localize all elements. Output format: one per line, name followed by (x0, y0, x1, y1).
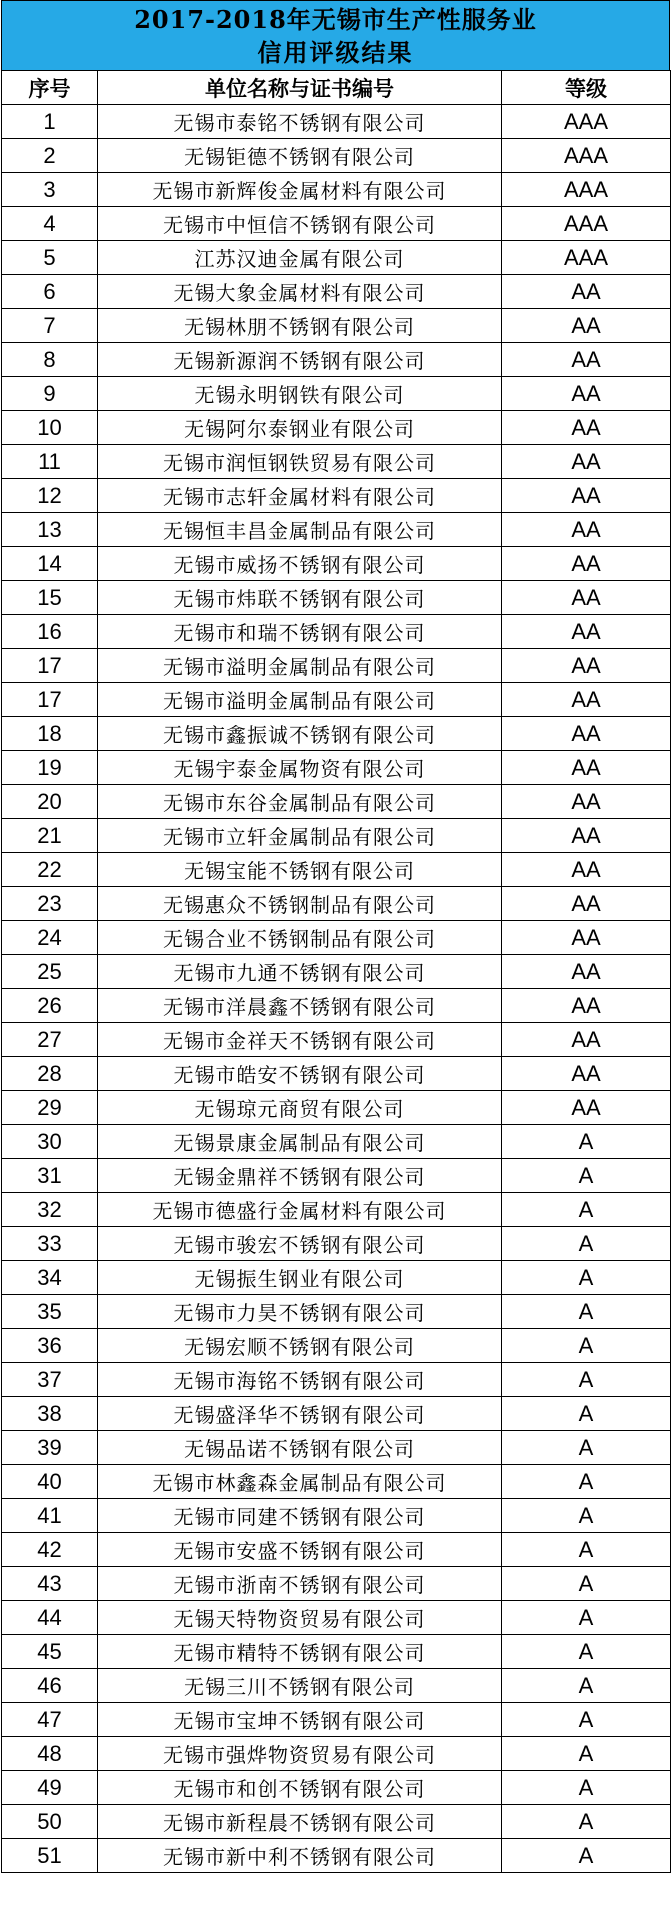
company-name: 无锡市新辉俊金属材料有限公司 (98, 173, 502, 207)
row-number: 9 (2, 377, 98, 411)
title-line-2: 信用评级结果 (257, 37, 414, 67)
company-name: 无锡市泰铭不锈钢有限公司 (98, 105, 502, 139)
rating-grade: AA (502, 819, 671, 853)
rating-grade: AA (502, 479, 671, 513)
company-name: 无锡市德盛行金属材料有限公司 (98, 1193, 502, 1227)
table-row (2, 1601, 671, 1635)
row-number: 41 (2, 1499, 98, 1533)
rating-grade: A (502, 1397, 671, 1431)
company-name: 无锡品诺不锈钢有限公司 (98, 1431, 502, 1465)
table-row (2, 241, 671, 275)
row-number: 25 (2, 955, 98, 989)
company-name: 无锡琼元商贸有限公司 (98, 1091, 502, 1125)
header-grade: 等级 (502, 71, 671, 105)
table-row (2, 717, 671, 751)
table-row (2, 139, 671, 173)
table-row (2, 921, 671, 955)
company-name: 无锡市骏宏不锈钢有限公司 (98, 1227, 502, 1261)
table-row (2, 343, 671, 377)
row-number: 8 (2, 343, 98, 377)
company-name: 无锡景康金属制品有限公司 (98, 1125, 502, 1159)
company-name: 无锡市志轩金属材料有限公司 (98, 479, 502, 513)
table-row (2, 1295, 671, 1329)
row-number: 13 (2, 513, 98, 547)
rating-grade: AA (502, 445, 671, 479)
table-row (2, 1057, 671, 1091)
row-number: 31 (2, 1159, 98, 1193)
rating-grade: A (502, 1669, 671, 1703)
table-row (2, 819, 671, 853)
row-number: 26 (2, 989, 98, 1023)
rating-grade: A (502, 1363, 671, 1397)
table-row (2, 1771, 671, 1805)
rating-grade: AA (502, 989, 671, 1023)
table-row (2, 1465, 671, 1499)
rating-grade: A (502, 1159, 671, 1193)
table-row (2, 1091, 671, 1125)
table-row (2, 1159, 671, 1193)
company-name: 无锡市精特不锈钢有限公司 (98, 1635, 502, 1669)
table-row (2, 1193, 671, 1227)
table-row (2, 751, 671, 785)
company-name: 无锡市林鑫森金属制品有限公司 (98, 1465, 502, 1499)
company-name: 无锡市和瑞不锈钢有限公司 (98, 615, 502, 649)
company-name: 无锡三川不锈钢有限公司 (98, 1669, 502, 1703)
table-row (2, 1329, 671, 1363)
company-name: 无锡市炜联不锈钢有限公司 (98, 581, 502, 615)
table-row (2, 173, 671, 207)
table-row (2, 887, 671, 921)
row-number: 51 (2, 1839, 98, 1873)
table-row (2, 1533, 671, 1567)
row-number: 50 (2, 1805, 98, 1839)
table-row (2, 1227, 671, 1261)
row-number: 1 (2, 105, 98, 139)
rating-grade: A (502, 1635, 671, 1669)
row-number: 40 (2, 1465, 98, 1499)
row-number: 19 (2, 751, 98, 785)
table-row (2, 105, 671, 139)
company-name: 无锡市新程晨不锈钢有限公司 (98, 1805, 502, 1839)
company-name: 无锡市力昊不锈钢有限公司 (98, 1295, 502, 1329)
rating-grade: AA (502, 1057, 671, 1091)
table-row (2, 1023, 671, 1057)
rating-grade: AA (502, 955, 671, 989)
rating-grade: AAA (502, 173, 671, 207)
rating-grade: A (502, 1805, 671, 1839)
company-name: 无锡宝能不锈钢有限公司 (98, 853, 502, 887)
rating-grade: A (502, 1533, 671, 1567)
rating-grade: A (502, 1771, 671, 1805)
company-name: 无锡市皓安不锈钢有限公司 (98, 1057, 502, 1091)
row-number: 15 (2, 581, 98, 615)
rating-grade: AAA (502, 207, 671, 241)
rating-grade: A (502, 1567, 671, 1601)
rating-grade: A (502, 1295, 671, 1329)
row-number: 3 (2, 173, 98, 207)
company-name: 无锡市海铭不锈钢有限公司 (98, 1363, 502, 1397)
table-row (2, 275, 671, 309)
table-row (2, 207, 671, 241)
company-name: 无锡市宝坤不锈钢有限公司 (98, 1703, 502, 1737)
row-number: 17 (2, 683, 98, 717)
company-name: 无锡市润恒钢铁贸易有限公司 (98, 445, 502, 479)
row-number: 16 (2, 615, 98, 649)
table-row (2, 1431, 671, 1465)
rating-grade: A (502, 1125, 671, 1159)
table-row (2, 1839, 671, 1873)
table-row (2, 445, 671, 479)
company-name: 无锡振生钢业有限公司 (98, 1261, 502, 1295)
rating-grade: AA (502, 615, 671, 649)
title-banner (1, 0, 670, 70)
company-name: 无锡市立轩金属制品有限公司 (98, 819, 502, 853)
table-row (2, 1635, 671, 1669)
rating-grade: AA (502, 377, 671, 411)
rating-grade: AA (502, 581, 671, 615)
rating-grade: A (502, 1499, 671, 1533)
company-name: 无锡阿尔泰钢业有限公司 (98, 411, 502, 445)
row-number: 46 (2, 1669, 98, 1703)
company-name: 无锡合业不锈钢制品有限公司 (98, 921, 502, 955)
row-number: 17 (2, 649, 98, 683)
rating-grade: A (502, 1703, 671, 1737)
table-row (2, 989, 671, 1023)
rating-grade: AA (502, 513, 671, 547)
rating-grade: A (502, 1839, 671, 1873)
row-number: 23 (2, 887, 98, 921)
rating-grade: A (502, 1465, 671, 1499)
company-name: 无锡市同建不锈钢有限公司 (98, 1499, 502, 1533)
rating-table (1, 70, 671, 1873)
header-name: 单位名称与证书编号 (98, 71, 502, 105)
company-name: 无锡大象金属材料有限公司 (98, 275, 502, 309)
row-number: 27 (2, 1023, 98, 1057)
row-number: 33 (2, 1227, 98, 1261)
company-name: 无锡市浙南不锈钢有限公司 (98, 1567, 502, 1601)
rating-grade: AA (502, 751, 671, 785)
company-name: 无锡市金祥天不锈钢有限公司 (98, 1023, 502, 1057)
row-number: 30 (2, 1125, 98, 1159)
row-number: 24 (2, 921, 98, 955)
table-row (2, 1805, 671, 1839)
row-number: 10 (2, 411, 98, 445)
table-row (2, 955, 671, 989)
company-name: 无锡市洋晨鑫不锈钢有限公司 (98, 989, 502, 1023)
table-row (2, 1737, 671, 1771)
row-number: 5 (2, 241, 98, 275)
row-number: 45 (2, 1635, 98, 1669)
row-number: 22 (2, 853, 98, 887)
rating-grade: A (502, 1261, 671, 1295)
table-row (2, 1703, 671, 1737)
row-number: 4 (2, 207, 98, 241)
row-number: 44 (2, 1601, 98, 1635)
rating-grade: AA (502, 921, 671, 955)
row-number: 42 (2, 1533, 98, 1567)
table-row (2, 1125, 671, 1159)
table-row (2, 581, 671, 615)
rating-grade: AA (502, 887, 671, 921)
company-name: 江苏汉迪金属有限公司 (98, 241, 502, 275)
rating-grade: A (502, 1193, 671, 1227)
row-number: 12 (2, 479, 98, 513)
table-row (2, 853, 671, 887)
row-number: 2 (2, 139, 98, 173)
rating-grade: A (502, 1737, 671, 1771)
row-number: 49 (2, 1771, 98, 1805)
rating-grade: AAA (502, 139, 671, 173)
table-row (2, 1499, 671, 1533)
company-name: 无锡市溢明金属制品有限公司 (98, 649, 502, 683)
rating-grade: AA (502, 1091, 671, 1125)
table-row (2, 309, 671, 343)
rating-grade: A (502, 1227, 671, 1261)
table-row (2, 547, 671, 581)
rating-grade: A (502, 1329, 671, 1363)
row-number: 20 (2, 785, 98, 819)
header-row (2, 71, 671, 105)
company-name: 无锡永明钢铁有限公司 (98, 377, 502, 411)
table-row (2, 377, 671, 411)
company-name: 无锡市强烨物资贸易有限公司 (98, 1737, 502, 1771)
table-row (2, 411, 671, 445)
row-number: 35 (2, 1295, 98, 1329)
rating-grade: AA (502, 853, 671, 887)
company-name: 无锡市东谷金属制品有限公司 (98, 785, 502, 819)
rating-grade: AAA (502, 241, 671, 275)
row-number: 38 (2, 1397, 98, 1431)
rating-grade: A (502, 1431, 671, 1465)
company-name: 无锡市和创不锈钢有限公司 (98, 1771, 502, 1805)
row-number: 14 (2, 547, 98, 581)
row-number: 36 (2, 1329, 98, 1363)
table-row (2, 649, 671, 683)
row-number: 37 (2, 1363, 98, 1397)
company-name: 无锡宏顺不锈钢有限公司 (98, 1329, 502, 1363)
title-line-1: 2017-2018年无锡市生产性服务业 (134, 4, 537, 34)
rating-grade: AA (502, 1023, 671, 1057)
company-name: 无锡新源润不锈钢有限公司 (98, 343, 502, 377)
rating-grade: AA (502, 785, 671, 819)
row-number: 11 (2, 445, 98, 479)
rating-grade: AA (502, 547, 671, 581)
rating-grade: AA (502, 717, 671, 751)
row-number: 21 (2, 819, 98, 853)
rating-grade: AA (502, 683, 671, 717)
rating-sheet (1, 0, 670, 1873)
company-name: 无锡天特物资贸易有限公司 (98, 1601, 502, 1635)
rating-grade: AA (502, 275, 671, 309)
row-number: 18 (2, 717, 98, 751)
rating-grade: AA (502, 309, 671, 343)
table-row (2, 1397, 671, 1431)
row-number: 34 (2, 1261, 98, 1295)
row-number: 7 (2, 309, 98, 343)
company-name: 无锡市威扬不锈钢有限公司 (98, 547, 502, 581)
table-row (2, 615, 671, 649)
company-name: 无锡钜德不锈钢有限公司 (98, 139, 502, 173)
company-name: 无锡金鼎祥不锈钢有限公司 (98, 1159, 502, 1193)
rating-grade: AA (502, 649, 671, 683)
company-name: 无锡恒丰昌金属制品有限公司 (98, 513, 502, 547)
row-number: 39 (2, 1431, 98, 1465)
rating-grade: A (502, 1601, 671, 1635)
company-name: 无锡市新中利不锈钢有限公司 (98, 1839, 502, 1873)
table-row (2, 1669, 671, 1703)
table-row (2, 683, 671, 717)
company-name: 无锡市鑫振诚不锈钢有限公司 (98, 717, 502, 751)
company-name: 无锡市溢明金属制品有限公司 (98, 683, 502, 717)
row-number: 32 (2, 1193, 98, 1227)
row-number: 28 (2, 1057, 98, 1091)
table-row (2, 513, 671, 547)
table-row (2, 1363, 671, 1397)
rating-grade: AAA (502, 105, 671, 139)
header-no: 序号 (2, 71, 98, 105)
table-row (2, 785, 671, 819)
rating-grade: AA (502, 411, 671, 445)
company-name: 无锡惠众不锈钢制品有限公司 (98, 887, 502, 921)
company-name: 无锡盛泽华不锈钢有限公司 (98, 1397, 502, 1431)
row-number: 47 (2, 1703, 98, 1737)
table-row (2, 1261, 671, 1295)
company-name: 无锡市九通不锈钢有限公司 (98, 955, 502, 989)
company-name: 无锡市中恒信不锈钢有限公司 (98, 207, 502, 241)
row-number: 6 (2, 275, 98, 309)
company-name: 无锡宇泰金属物资有限公司 (98, 751, 502, 785)
table-body (2, 105, 671, 1873)
rating-grade: AA (502, 343, 671, 377)
company-name: 无锡林朋不锈钢有限公司 (98, 309, 502, 343)
table-row (2, 1567, 671, 1601)
company-name: 无锡市安盛不锈钢有限公司 (98, 1533, 502, 1567)
row-number: 43 (2, 1567, 98, 1601)
table-row (2, 479, 671, 513)
row-number: 48 (2, 1737, 98, 1771)
row-number: 29 (2, 1091, 98, 1125)
